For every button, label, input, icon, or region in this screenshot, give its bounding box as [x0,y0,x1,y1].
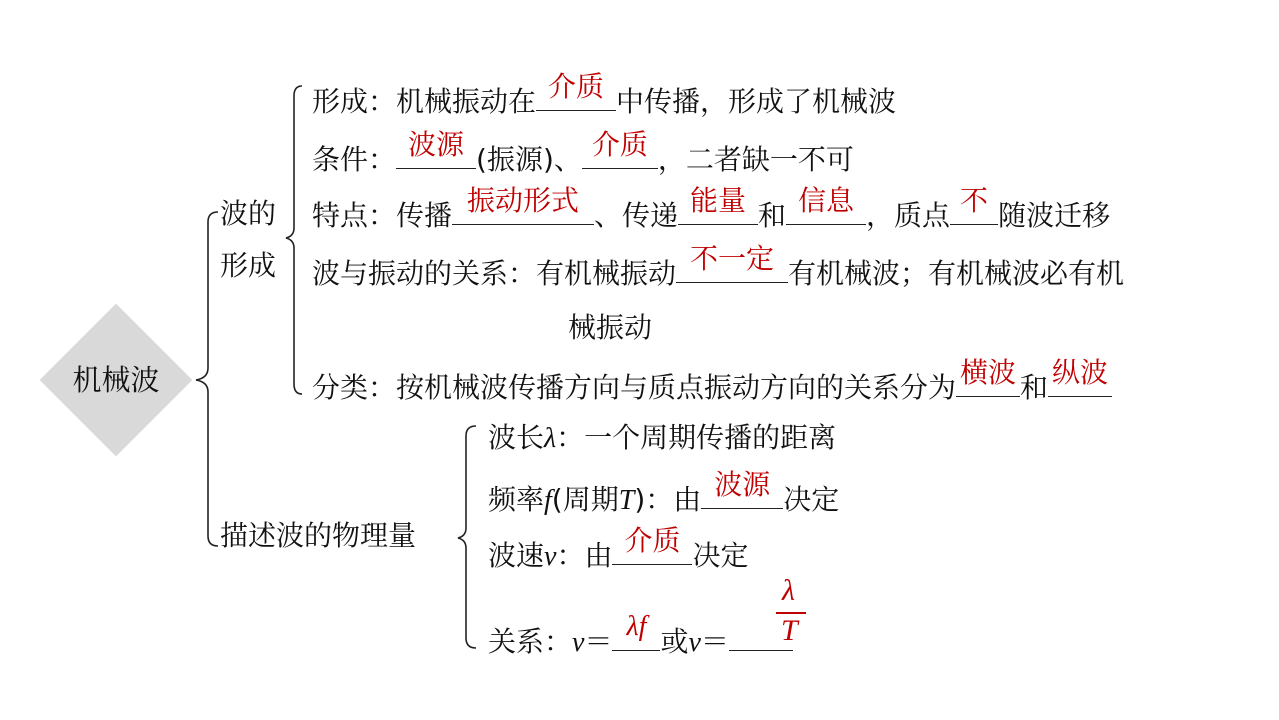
root-brace [196,212,218,546]
frequency-suffix: 决定 [783,483,840,516]
feature-mid-3: ，质点 [866,199,951,232]
item-wavelength [488,420,836,457]
condition-suffix: ，二者缺一不可 [657,143,854,176]
feature-blank-4 [950,184,998,225]
item-relation [312,242,1125,292]
speed-blank [612,524,692,565]
item-formation [312,70,897,120]
item-condition [312,128,854,178]
item-classify [312,356,1112,406]
formation-prefix: 形成：机械振动在 [312,85,537,118]
formula-eq2: ＝ [700,625,729,658]
feature-blank-2 [678,184,758,225]
condition-answer-2: 介质 [591,128,648,161]
classify-answer-2: 纵波 [1052,356,1109,389]
wavelength-suffix: ：一个周期传播的距离 [556,421,837,454]
formula-or: 或 [660,625,689,658]
condition-answer-1: 波源 [408,128,465,161]
formation-label-line1: 波的 [220,197,277,230]
speed-suffix: 决定 [692,539,749,572]
speed-answer: 介质 [624,524,681,557]
formation-blank [536,70,616,111]
feature-answer-4: 不 [960,184,989,217]
quantities-brace [458,426,476,648]
formula-answer-1: λf [626,611,647,642]
frequency-answer: 波源 [714,468,771,501]
condition-blank-1 [396,128,476,169]
item-speed [488,524,749,575]
frequency-symbol-f: f [544,485,552,516]
formula-v2: v [688,627,701,658]
feature-answer-3: 信息 [798,184,855,217]
condition-prefix: 条件： [312,143,397,176]
classify-blank-2 [1048,356,1112,397]
feature-answer-2: 能量 [690,184,747,217]
relation-answer: 不一定 [690,242,775,275]
frequency-prefix: 频率 [488,483,545,516]
feature-blank-3 [786,184,866,225]
relation-prefix: 波与振动的关系：有机械振动 [312,257,677,290]
frequency-paren-open: (周期 [551,483,619,516]
feature-mid-1: 、传递 [594,199,679,232]
feature-suffix: 随波迁移 [998,199,1111,232]
condition-mid: (振源)、 [476,143,582,176]
item-feature [312,184,1111,234]
formula-v1: v [572,627,585,658]
formula-fraction-numerator: λ [782,574,795,607]
speed-symbol: v [544,541,557,572]
speed-mid: ：由 [556,539,613,572]
frequency-blank [701,468,783,509]
classify-prefix: 分类：按机械波传播方向与质点振动方向的关系分为 [312,371,957,404]
formation-label-line2: 形成 [220,249,277,282]
formula-eq1: ＝ [584,625,613,658]
item-frequency [488,468,840,519]
relation-blank [676,242,788,283]
feature-blank-1 [452,184,594,225]
quantities-label: 描述波的物理量 [220,519,417,552]
formula-fraction-denominator: T [781,614,798,647]
classify-answer-1: 横波 [960,356,1017,389]
formula-blank-1 [612,611,660,651]
formula-prefix: 关系： [488,625,573,658]
feature-mid-2: 和 [758,199,787,232]
classify-blank-1 [956,356,1020,397]
frequency-symbol-T: T [618,485,635,516]
frequency-mid: )：由 [634,483,702,516]
speed-prefix: 波速 [488,539,545,572]
formation-answer: 介质 [548,70,605,103]
feature-answer-1: 振动形式 [467,184,580,217]
relation-line2: 械振动 [568,311,653,344]
relation-suffix: 有机械波；有机械波必有机 [788,257,1125,290]
condition-blank-2 [582,128,658,169]
feature-prefix: 特点：传播 [312,199,453,232]
wavelength-prefix: 波长 [488,421,545,454]
formation-suffix: 中传播，形成了机械波 [616,85,897,118]
formation-brace [286,86,302,394]
classify-mid: 和 [1020,371,1049,404]
wavelength-symbol: λ [544,423,557,454]
item-relation-formula [488,611,793,661]
root-node-label: 机械波 [72,363,160,397]
